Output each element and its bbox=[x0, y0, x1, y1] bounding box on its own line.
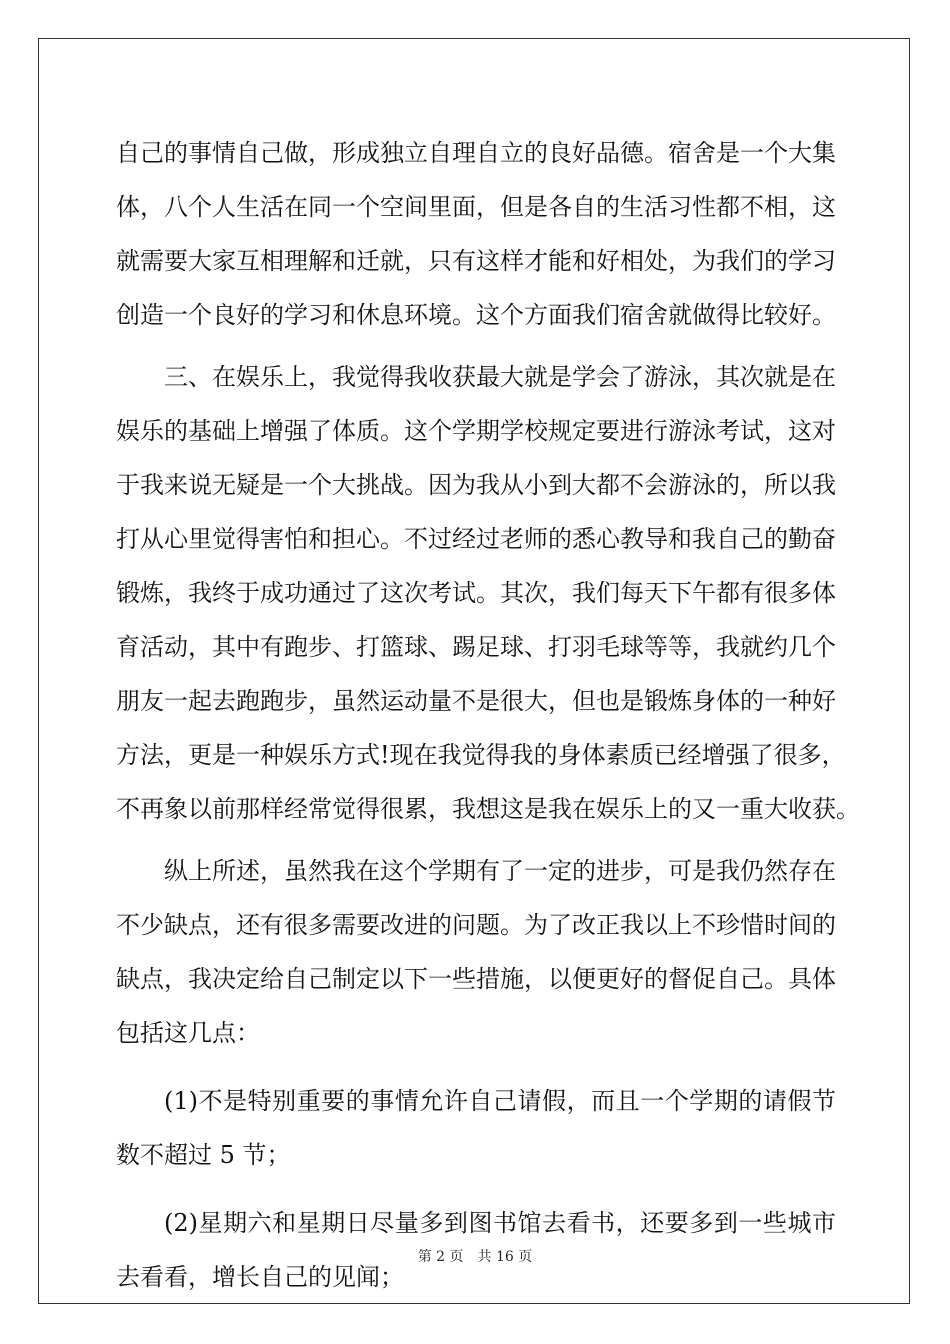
text-line: 打从心里觉得害怕和担心。不过经过老师的悉心教导和我自己的勤奋 bbox=[116, 525, 836, 553]
text-line: 去看看，增长自己的见闻； bbox=[116, 1263, 404, 1291]
text-line: 朋友一起去跑跑步，虽然运动量不是很大，但也是锻炼身体的一种好 bbox=[116, 687, 836, 715]
paragraph-dormitory bbox=[116, 126, 836, 342]
page-footer bbox=[0, 1246, 950, 1266]
text-line: 纵上所述，虽然我在这个学期有了一定的进步，可是我仍然存在 bbox=[164, 857, 836, 885]
paragraph-gap bbox=[116, 1182, 836, 1196]
text-line: 包括这几点： bbox=[116, 1019, 260, 1047]
text-line: 创造一个良好的学习和休息环境。这个方面我们宿舍就做得比较好。 bbox=[116, 301, 836, 329]
text-line: 数不超过 5 节； bbox=[116, 1141, 291, 1169]
page-total: 共 16 页 bbox=[477, 1249, 533, 1265]
paragraph-gap bbox=[116, 836, 836, 844]
paragraph-gap bbox=[116, 342, 836, 350]
page-number: 第 2 页 bbox=[417, 1249, 464, 1265]
paragraph-gap bbox=[116, 1060, 836, 1074]
text-line: 方法，更是一种娱乐方式!现在我觉得我的身体素质已经增强了很多， bbox=[116, 741, 846, 769]
text-line: 于我来说无疑是一个大挑战。因为我从小到大都不会游泳的，所以我 bbox=[116, 471, 836, 499]
text-line: 自己的事情自己做，形成独立自理自立的良好品德。宿舍是一个大集 bbox=[116, 139, 836, 167]
paragraph-summary bbox=[116, 844, 836, 1060]
paragraph-entertainment bbox=[116, 350, 860, 836]
text-line: 缺点，我决定给自己制定以下一些措施，以便更好的督促自己。具体 bbox=[116, 965, 836, 993]
text-line: 体，八个人生活在同一个空间里面，但是各自的生活习性都不相，这 bbox=[116, 193, 836, 221]
document-body bbox=[116, 126, 860, 1304]
text-line: 不少缺点，还有很多需要改进的问题。为了改正我以上不珍惜时间的 bbox=[116, 911, 836, 939]
text-line: (1)不是特别重要的事情允许自己请假，而且一个学期的请假节 bbox=[164, 1087, 836, 1115]
text-line: 就需要大家互相理解和迁就，只有这样才能和好相处，为我们的学习 bbox=[116, 247, 836, 275]
text-line: 锻炼，我终于成功通过了这次考试。其次，我们每天下午都有很多体 bbox=[116, 579, 836, 607]
text-line: 不再象以前那样经常觉得很累，我想这是我在娱乐上的又一重大收获。 bbox=[116, 795, 860, 823]
text-line: 三、在娱乐上，我觉得我收获最大就是学会了游泳，其次就是在 bbox=[164, 363, 836, 391]
text-line: 育活动，其中有跑步、打篮球、踢足球、打羽毛球等等，我就约几个 bbox=[116, 633, 836, 661]
list-item-1 bbox=[116, 1074, 836, 1182]
text-line: 娱乐的基础上增强了体质。这个学期学校规定要进行游泳考试，这对 bbox=[116, 417, 836, 445]
text-line: (2)星期六和星期日尽量多到图书馆去看书，还要多到一些城市 bbox=[164, 1209, 836, 1237]
